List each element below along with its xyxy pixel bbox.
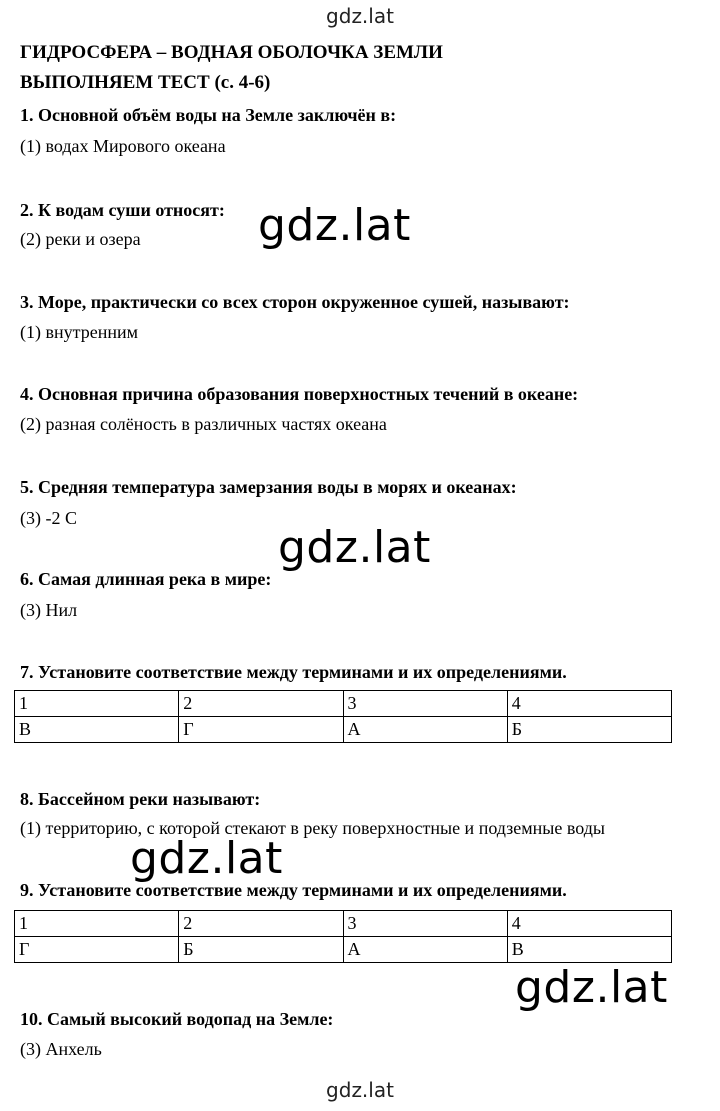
table-cell: Г — [179, 717, 343, 743]
table-cell: 1 — [15, 911, 179, 937]
table-row — [15, 937, 672, 963]
table-cell: 3 — [343, 911, 507, 937]
watermark-overlay: gdz.lat — [278, 522, 431, 573]
table-cell: А — [343, 717, 507, 743]
answer-4: (2) разная солёность в различных частях океана — [20, 414, 387, 434]
table-cell: Г — [15, 937, 179, 963]
question-2: 2. К водам суши относят: — [20, 200, 225, 220]
site-watermark-top: gdz.lat — [326, 4, 394, 28]
question-3: 3. Море, практически со всех сторон окруженное сушей, называют: — [20, 292, 570, 312]
answer-table-9 — [14, 910, 672, 963]
answer-5: (3) -2 С — [20, 508, 77, 528]
answer-8: (1) территорию, с которой стекают в реку поверхностные и подземные воды — [20, 818, 605, 838]
table-cell: 1 — [15, 691, 179, 717]
question-5: 5. Средняя температура замерзания воды в морях и океанах: — [20, 477, 517, 497]
page-subtitle: ВЫПОЛНЯЕМ ТЕСТ (с. 4-6) — [20, 72, 271, 93]
table-cell: Б — [179, 937, 343, 963]
answer-10: (3) Анхель — [20, 1039, 102, 1059]
question-6: 6. Самая длинная река в мире: — [20, 569, 272, 589]
table-cell: А — [343, 937, 507, 963]
watermark-overlay: gdz.lat — [130, 833, 283, 884]
question-1: 1. Основной объём воды на Земле заключён в: — [20, 105, 397, 125]
answer-2: (2) реки и озера — [20, 229, 141, 249]
answer-6: (3) Нил — [20, 600, 78, 620]
table-header-row — [15, 911, 672, 937]
answer-3: (1) внутренним — [20, 322, 138, 342]
table-cell: 3 — [343, 691, 507, 717]
question-8: 8. Бассейном реки называют: — [20, 789, 261, 809]
question-10: 10. Самый высокий водопад на Земле: — [20, 1009, 334, 1029]
question-4: 4. Основная причина образования поверхностных течений в океане: — [20, 384, 579, 404]
watermark-overlay: gdz.lat — [515, 962, 668, 1013]
answer-table-7 — [14, 690, 672, 743]
table-header-row — [15, 691, 672, 717]
table-cell: В — [15, 717, 179, 743]
table-cell: 2 — [179, 691, 343, 717]
question-9: 9. Установите соответствие между терминами и их определениями. — [20, 880, 567, 900]
table-cell: 4 — [507, 691, 671, 717]
answer-1: (1) водах Мирового океана — [20, 136, 226, 156]
site-watermark-bottom: gdz.lat — [326, 1078, 394, 1102]
table-cell: 4 — [507, 911, 671, 937]
watermark-overlay: gdz.lat — [258, 200, 411, 251]
question-7: 7. Установите соответствие между терминами и их определениями. — [20, 662, 567, 682]
table-cell: 2 — [179, 911, 343, 937]
page-title: ГИДРОСФЕРА – ВОДНАЯ ОБОЛОЧКА ЗЕМЛИ — [20, 42, 443, 63]
table-cell: В — [507, 937, 671, 963]
table-cell: Б — [507, 717, 671, 743]
table-row — [15, 717, 672, 743]
